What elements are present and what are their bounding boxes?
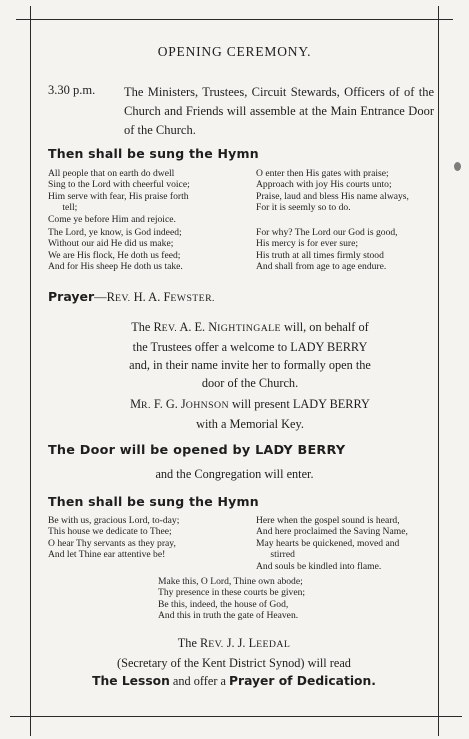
hymn-2-stanza-1: Be with us, gracious Lord, to-day; This house we dedicate to Thee; O hear Thy servants as they pray, And let Thine ear attentive be! bbox=[48, 515, 180, 561]
hymn-1-stanza-3: The Lord, ye know, is God indeed; Without our aid He did us make; We are His flock, He doth us feed; And for His sheep He doth us take. bbox=[48, 227, 183, 273]
frame-top-rule bbox=[16, 19, 453, 20]
door-heading: The Door will be opened by LADY BERRY bbox=[48, 443, 346, 458]
lady-berry-name: LADY BERRY bbox=[290, 340, 368, 354]
door-subtext: and the Congregation will enter. bbox=[155, 467, 314, 481]
hymn-2-stanza-3: Make this, O Lord, Thine own abode; Thy presence in these courts be given; Be this, indeed, the house of God, And this in truth the gate of Heaven. bbox=[158, 576, 306, 622]
prayer-minister: H. A. F bbox=[133, 290, 171, 304]
prayer-of-dedication-label: Prayer of Dedication. bbox=[229, 674, 376, 688]
frame-bottom-rule bbox=[10, 716, 462, 717]
lesson-label: The Lesson bbox=[92, 674, 170, 688]
frame-left-rule bbox=[30, 6, 31, 736]
prayer-label: Prayer bbox=[48, 289, 95, 304]
lesson-paragraph: The REV. J. J. LEEDAL (Secretary of the Kent District Synod) will read The Lesson and offer a Prayer of Dedication. bbox=[92, 636, 376, 688]
hymn-1-stanza-2: O enter then His gates with praise; Approach with joy His courts unto; Praise, laud and bless His name always, For it is seemly so to do. bbox=[256, 168, 409, 214]
hymn-2-stanza-2: Here when the gospel sound is heard, And here proclaimed the Saving Name, May hearts be quickened, moved and stirred And souls be kindled into flame. bbox=[256, 515, 408, 572]
hymn-1-heading: Then shall be sung the Hymn bbox=[48, 146, 259, 161]
ink-mark bbox=[454, 162, 461, 171]
assembly-text: The Ministers, Trustees, Circuit Stewards, Officers of of the Church and Friends will assemble at the Main Entrance Door of the Church. bbox=[124, 85, 434, 137]
hymn-1-stanza-1: All people that on earth do dwell Sing to the Lord with cheerful voice; Him serve with fear, His praise forth tell; Come ye before Him and rejoice. bbox=[48, 168, 190, 225]
prayer-dash: — bbox=[94, 290, 107, 304]
page-title: OPENING CEREMONY. bbox=[157, 44, 312, 59]
welcome-paragraph: The REV. A. E. NIGHTINGALE will, on behalf of the Trustees offer a welcome to LADY BERRY and, in their name invite her to formally open the door of the Church. bbox=[129, 320, 371, 390]
hymn-2-heading: Then shall be sung the Hymn bbox=[48, 494, 259, 509]
assembly-time: 3.30 p.m. bbox=[48, 83, 96, 97]
prayer-line: Prayer—REV. H. A. FEWSTER. bbox=[48, 289, 215, 304]
memorial-key-paragraph: MR. F. G. JOHNSON will present LADY BERRY with a Memorial Key. bbox=[130, 397, 370, 431]
frame-right-rule bbox=[438, 6, 439, 736]
hymn-1-stanza-4: For why? The Lord our God is good, His mercy is for ever sure; His truth at all times firmly stood And shall from age to age endure. bbox=[256, 227, 398, 273]
